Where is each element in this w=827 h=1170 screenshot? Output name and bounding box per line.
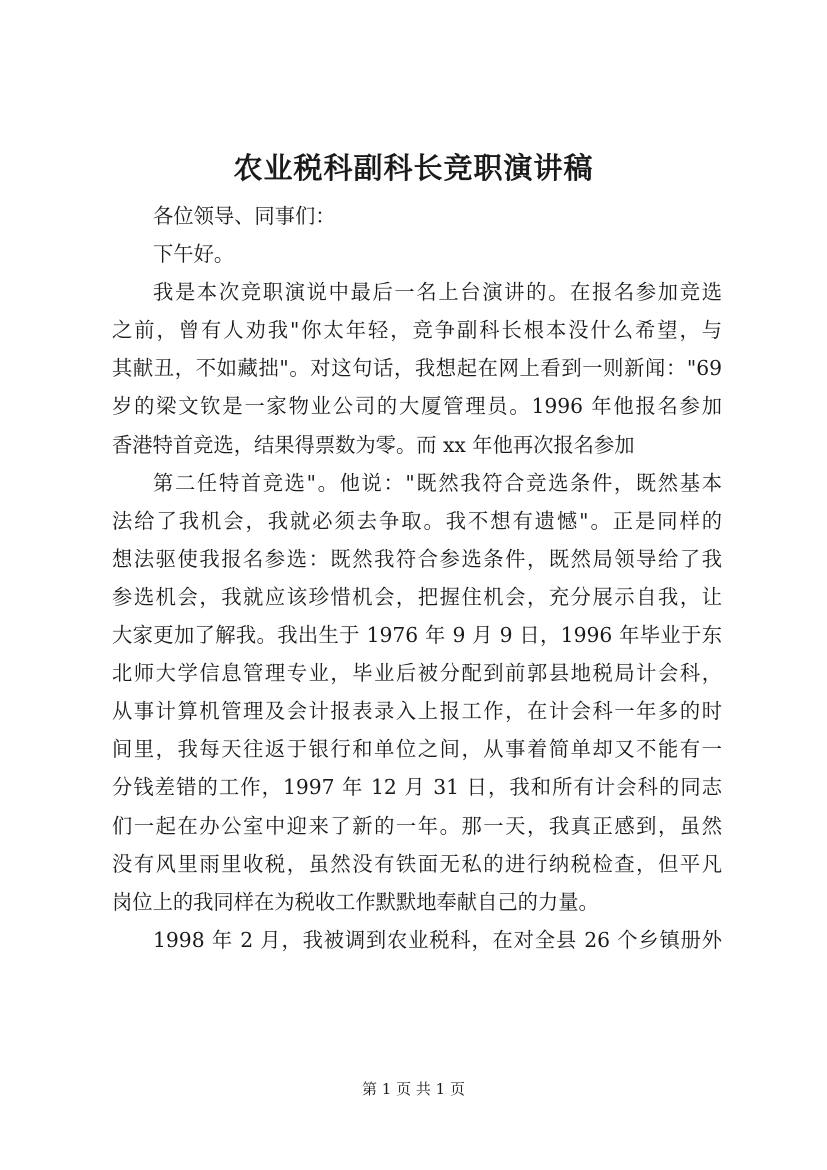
text-line: 1998 年 2 月，我被调到农业税科，在对全县 26 个乡镇册外 [153,927,722,952]
text-line: 岁的梁文钦是一家物业公司的大厦管理员。1996 年他报名参加 [112,394,722,419]
text-line: 们一起在办公室中迎来了新的一年。那一天，我真正感到，虽然 [112,813,722,838]
text-line: 各位领导、同事们： [153,204,336,228]
text-line: 分钱差错的工作，1997 年 12 月 31 日，我和所有计会科的同志 [112,775,722,800]
text-line: 大家更加了解我。我出生于 1976 年 9 月 9 日，1996 年毕业于东 [112,623,722,648]
page-footer: 第 1 页 共 1 页 [362,1080,465,1098]
document-body [112,197,722,959]
text-line: 我是本次竞职演说中最后一名上台演讲的。在报名参加竞选 [153,280,722,305]
text-line: 间里，我每天往返于银行和单位之间，从事着简单却又不能有一 [112,737,722,762]
text-line: 其献丑，不如藏拙"。对这句话，我想起在网上看到一则新闻："69 [112,356,722,381]
text-line: 从事计算机管理及会计报表录入上报工作，在计会科一年多的时 [112,699,722,724]
text-line: 法给了我机会，我就必须去争取。我不想有遗憾"。正是同样的 [112,508,722,533]
text-line: 下午好。 [153,242,235,267]
text-line: 北师大学信息管理专业，毕业后被分配到前郭县地税局计会科， [112,661,722,686]
text-line: 香港特首竞选，结果得票数为零。而 xx 年他再次报名参加 [112,432,635,457]
text-line: 想法驱使我报名参选：既然我符合参选条件，既然局领导给了我 [112,546,722,571]
text-line: 没有风里雨里收税，虽然没有铁面无私的进行纳税检查，但平凡 [112,851,722,876]
text-line: 之前，曾有人劝我"你太年轻，竞争副科长根本没什么希望，与 [112,318,722,343]
text-line: 参选机会，我就应该珍惜机会，把握住机会，充分展示自我，让 [112,584,722,609]
document-title: 农业税科副科长竞职演讲稿 [233,151,594,185]
text-line: 第二任特首竞选"。他说："既然我符合竞选条件，既然基本 [153,470,722,495]
text-line: 岗位上的我同样在为税收工作默默地奉献自己的力量。 [112,889,599,914]
